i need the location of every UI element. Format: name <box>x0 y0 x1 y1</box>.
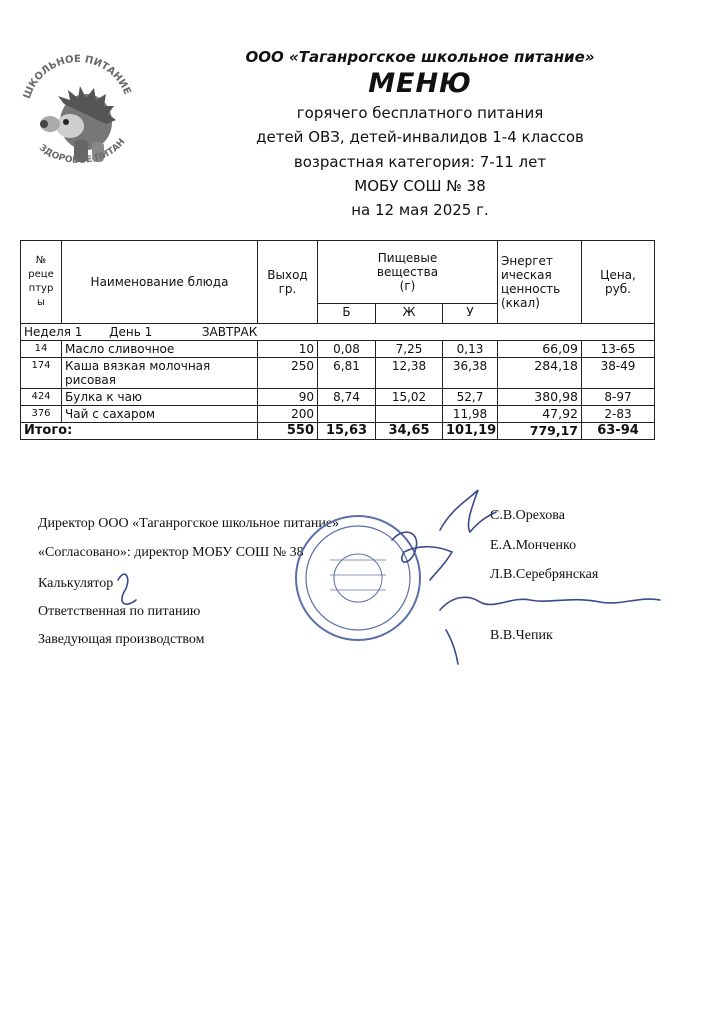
total-yield: 550 <box>258 423 318 440</box>
row-recipe: 14 <box>21 341 62 358</box>
row-protein: 6,81 <box>318 358 376 389</box>
header-yield: Выход гр. <box>258 241 318 324</box>
header-carbs: У <box>443 304 498 324</box>
age-category: возрастная категория: 7-11 лет <box>293 153 547 171</box>
subtitle-line-1: горячего бесплатного питания <box>296 104 544 122</box>
total-energy: 779,17 <box>498 423 582 440</box>
row-protein: 0,08 <box>318 341 376 358</box>
row-energy: 380,98 <box>498 389 582 406</box>
row-protein: 8,74 <box>318 389 376 406</box>
row-dish: Булка к чаю <box>62 389 258 406</box>
row-carbs: 0,13 <box>443 341 498 358</box>
stamp-icon <box>296 516 420 640</box>
signature-role-production: Заведующая производством <box>38 632 205 647</box>
row-recipe: 376 <box>21 406 62 423</box>
page-title: МЕНЮ <box>368 68 472 99</box>
total-fat: 34,65 <box>376 423 443 440</box>
header-fat: Ж <box>376 304 443 324</box>
signature-name-approved: Е.А.Монченко <box>490 538 577 553</box>
header-protein: Б <box>318 304 376 324</box>
signature-name-calculator: Л.В.Серебрянская <box>490 567 599 582</box>
section-label: Неделя 1 День 1 ЗАВТРАК <box>21 324 318 341</box>
logo-bottom-text: ЗДОРОВОЕ ПИТАН <box>36 137 128 166</box>
row-carbs: 52,7 <box>443 389 498 406</box>
row-energy: 284,18 <box>498 358 582 389</box>
row-carbs: 11,98 <box>443 406 498 423</box>
total-price: 63-94 <box>582 423 655 440</box>
signature-role-calculator: Калькулятор <box>38 576 114 591</box>
header-nutrients: Пищевые вещества (г) <box>318 241 498 304</box>
row-price: 2-83 <box>582 406 655 423</box>
organization-name: ООО «Таганрогское школьное питание» <box>245 48 595 66</box>
row-dish: Каша вязкая молочная рисовая <box>62 358 258 389</box>
row-yield: 200 <box>258 406 318 423</box>
row-fat: 7,25 <box>376 341 443 358</box>
total-carbs: 101,19 <box>443 423 498 440</box>
row-energy: 66,09 <box>498 341 582 358</box>
row-dish: Чай с сахаром <box>62 406 258 423</box>
row-recipe: 424 <box>21 389 62 406</box>
signature-name-production: В.В.Чепик <box>490 628 553 643</box>
row-yield: 250 <box>258 358 318 389</box>
signature-role-nutrition: Ответственная по питанию <box>38 604 201 619</box>
row-price: 8-97 <box>582 389 655 406</box>
header-recipe: № реце птур ы <box>21 241 62 324</box>
row-fat: 15,02 <box>376 389 443 406</box>
menu-date: на 12 мая 2025 г. <box>351 201 489 219</box>
row-dish: Масло сливочное <box>62 341 258 358</box>
subtitle-line-2: детей ОВЗ, детей-инвалидов 1-4 классов <box>256 128 584 146</box>
header-energy: Энергет ическая ценность (ккал) <box>498 241 582 324</box>
row-price: 38-49 <box>582 358 655 389</box>
header-dish: Наименование блюда <box>62 241 258 324</box>
signature-role-director: Директор ООО «Таганрогское школьное питание» <box>38 516 340 531</box>
signature-role-approved: «Согласовано»: директор МОБУ СОШ № 38 <box>38 545 304 560</box>
row-energy: 47,92 <box>498 406 582 423</box>
row-price: 13-65 <box>582 341 655 358</box>
signature-name-director: С.В.Орехова <box>490 508 565 523</box>
row-fat: 12,38 <box>376 358 443 389</box>
row-yield: 10 <box>258 341 318 358</box>
school-name: МОБУ СОШ № 38 <box>354 177 486 195</box>
header-price: Цена, руб. <box>582 241 655 324</box>
row-recipe: 174 <box>21 358 62 389</box>
logo-top-text: ШКОЛЬНОЕ ПИТАНИЕ <box>21 53 133 101</box>
handwritten-signature-icon <box>118 490 660 664</box>
row-carbs: 36,38 <box>443 358 498 389</box>
total-label: Итого: <box>21 423 258 440</box>
total-protein: 15,63 <box>318 423 376 440</box>
row-yield: 90 <box>258 389 318 406</box>
